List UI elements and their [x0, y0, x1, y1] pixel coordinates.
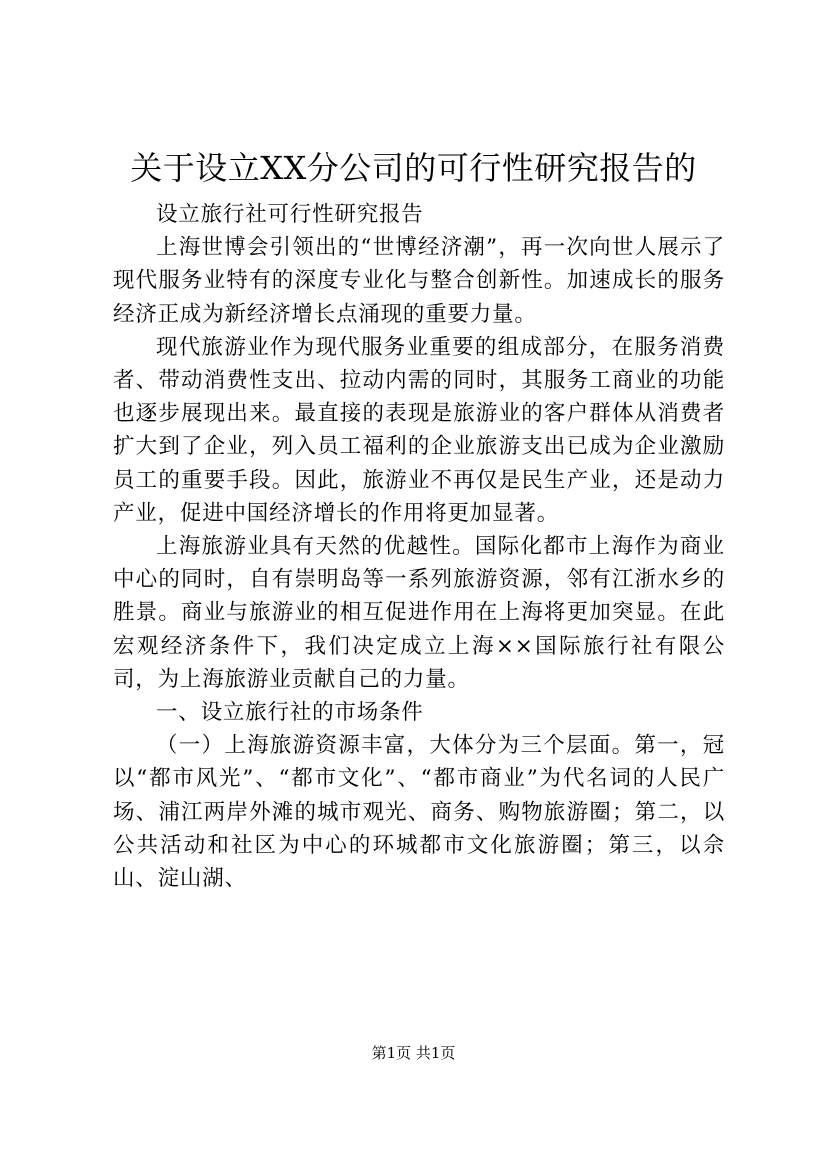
body-paragraph: （一）上海旅游资源丰富，大体分为三个层面。第一，冠以“都市风光”、“都市文化”、“都市商业”为代名词的人民广场、浦江两岸外滩的城市观光、商务、购物旅游圈；第二，以公共活动和社区为中心的环城都市文化旅游圈；第三，以佘山、淀山湖、: [113, 733, 725, 892]
report-subtitle-paragraph: 设立旅行社可行性研究报告: [156, 202, 424, 227]
document-title: 关于设立XX分公司的可行性研究报告的: [130, 149, 697, 187]
body-paragraph: 现代旅游业作为现代服务业重要的组成部分，在服务消费者、带动消费性支出、拉动内需的同时，其服务工商业的功能也逐步展现出来。最直接的表现是旅游业的客户群体从消费者扩大到了企业，列入员工福利的企业旅游支出已成为企业激励员工的重要手段。因此，旅游业不再仅是民生产业，还是动力产业，促进中国经济增长的作用将更加显著。: [113, 334, 725, 526]
body-paragraph: 上海旅游业具有天然的优越性。国际化都市上海作为商业中心的同时，自有崇明岛等一系列旅游资源，邻有江浙水乡的胜景。商业与旅游业的相互促进作用在上海将更加突显。在此宏观经济条件下，我们决定成立上海××国际旅行社有限公司，为上海旅游业贡献自己的力量。: [113, 534, 725, 692]
body-paragraph: 上海世博会引领出的“世博经济潮”，再一次向世人展示了现代服务业特有的深度专业化与整合创新性。加速成长的服务经济正成为新经济增长点涌现的重要力量。: [113, 235, 725, 327]
document-body: [113, 198, 725, 895]
page-number-footer: 第1页 共1页: [371, 1044, 456, 1062]
section-heading: 一、设立旅行社的市场条件: [156, 700, 424, 726]
